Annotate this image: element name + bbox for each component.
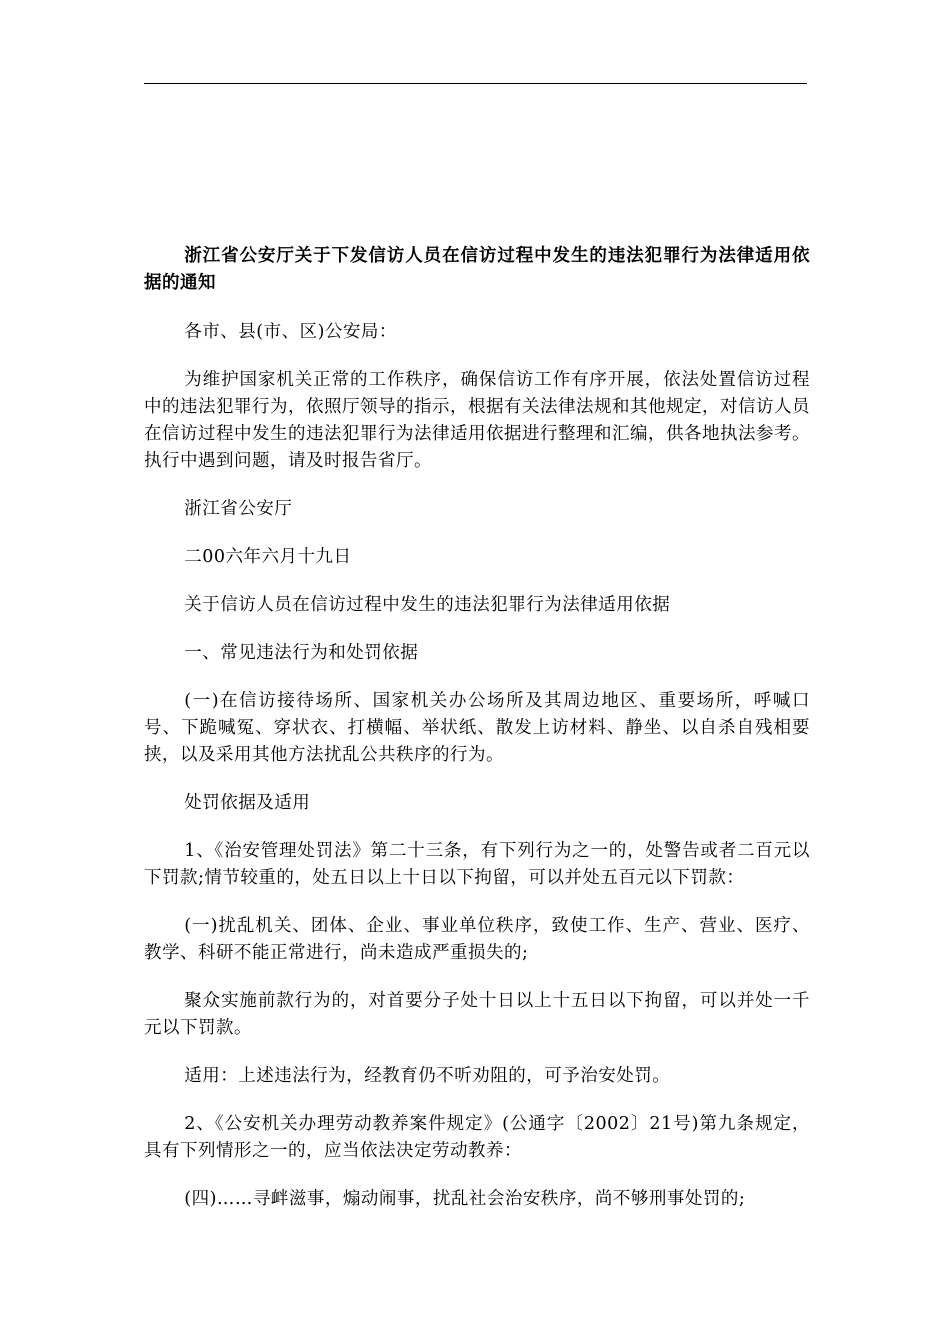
document-body (144, 243, 810, 1234)
section-title: 关于信访人员在信访过程中发生的违法犯罪行为法律适用依据 (184, 595, 671, 615)
body-paragraph: (四)……寻衅滋事，煽动闹事，扰乱社会治安秩序，尚不够刑事处罚的; (184, 1189, 746, 1209)
body-paragraph: 聚众实施前款行为的，对首要分子处十日以上十五日以下拘留，可以并处一千元以下罚款。 (144, 991, 810, 1038)
body-paragraph: (一)扰乱机关、团体、企业、事业单位秩序，致使工作、生产、营业、医疗、教学、科研不能正常进行，尚未造成严重损失的; (144, 916, 810, 963)
section-heading: 一、常见违法行为和处罚依据 (184, 643, 419, 663)
body-paragraph: 1、《治安管理处罚法》第二十三条，有下列行为之一的，处警告或者二百元以下罚款;情节较重的，处五日以上十日以下拘留，可以并处五百元以下罚款： (144, 841, 810, 888)
body-paragraph: 为维护国家机关正常的工作秩序，确保信访工作有序开展，依法处置信访过程中的违法犯罪行为，依照厅领导的指示，根据有关法律法规和其他规定，对信访人员在信访过程中发生的违法犯罪行为法律适用依据进行整理和汇编，供各地执法参考。执行中遇到问题，请及时报告省厅。 (144, 370, 810, 471)
issuer: 浙江省公安厅 (184, 499, 293, 519)
body-paragraph: (一)在信访接待场所、国家机关办公场所及其周边地区、重要场所，呼喊口号、下跪喊冤、穿状衣、打横幅、举状纸、散发上访材料、静坐、以自杀自残相要挟，以及采用其他方法扰乱公共秩序的行为。 (144, 691, 810, 765)
body-paragraph: 2、《公安机关办理劳动教养案件规定》(公通字〔2002〕21号)第九条规定，具有下列情形之一的，应当依法决定劳动教养： (144, 1114, 810, 1161)
salutation: 各市、县(市、区)公安局： (184, 322, 397, 342)
header-rule (144, 83, 807, 84)
subsection-heading: 处罚依据及适用 (184, 793, 311, 813)
issue-date: 二00六年六月十九日 (184, 547, 352, 567)
document-title: 浙江省公安厅关于下发信访人员在信访过程中发生的违法犯罪行为法律适用依据的通知 (144, 246, 810, 293)
body-paragraph: 适用：上述违法行为，经教育仍不听劝阻的，可予治安处罚。 (184, 1066, 671, 1086)
